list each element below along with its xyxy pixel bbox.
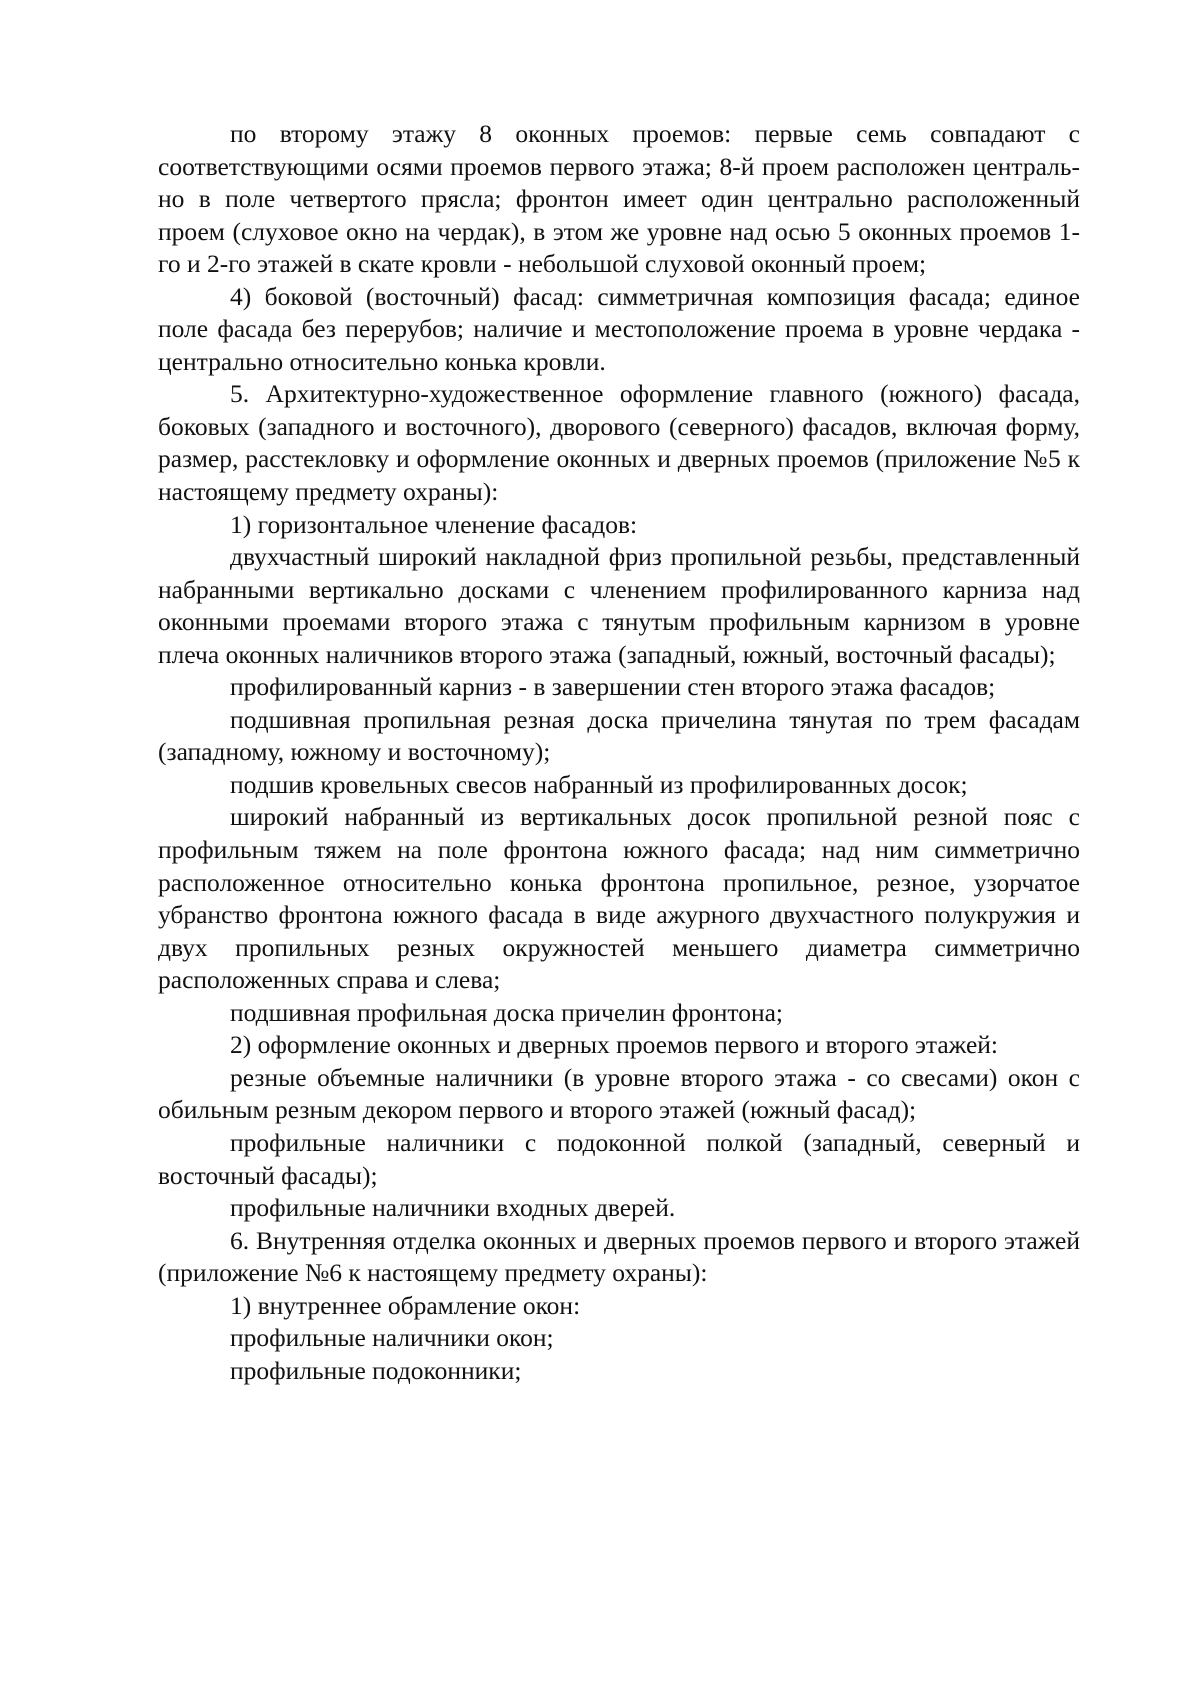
paragraph-section-6: 6. Внутренняя отделка оконных и дверных проемов первого и второго этажей (приложение №6 к настоящему предмету охраны): — [158, 1225, 1080, 1288]
paragraph-section-5: 5. Архитектурно-художественное оформление главного (южного) фасада, боковых (западного и восточного), дворового (северного) фасадов, включая форму, размер, расстекловку и оформление оконных и дверных проемов (приложение №5 к настоящему предмету охраны): — [158, 379, 1080, 507]
paragraph-east-facade: 4) боковой (восточный) фасад: симметричная композиция фасада; единое поле фасада без перерубов; наличие и местоположение проема в уровне чердака - центрально относительно конька кровли. — [158, 281, 1080, 376]
paragraph-profile-casings: профильные наличники с подоконной полкой (западный, северный и восточный фасады); — [158, 1127, 1080, 1190]
paragraph-eaves-soffit: подшив кровельных свесов набранный из профилированных досок; — [230, 769, 968, 799]
paragraph-cornice: профилированный карниз - в завершении стен второго этажа фасадов; — [230, 672, 996, 702]
document-body — [158, 118, 1080, 1387]
paragraph-horizontal-division: 1) горизонтальное членение фасадов: — [230, 509, 638, 539]
paragraph-openings-design: 2) оформление оконных и дверных проемов первого и второго этажей: — [230, 1030, 999, 1060]
paragraph-pediment-belt: широкий набранный из вертикальных досок пропильной резной пояс с профильным тяжем на поле фронтона южного фасада; над ним симметрично расположенное относительно конька фронтона пропильное, резное, узорчатое убранство фронтона южного фасада в виде ажурного двухчастного полукружия и двух пропильных резных окружностей меньшего диаметра симметрично расположенных справа и слева; — [158, 802, 1080, 995]
paragraph-frieze: двухчастный широкий накладной фриз пропильной резьбы, представленный набранными вертикально досками с членением профилированного карниза над оконными проемами второго этажа с тянутым профильным карнизом в уровне плеча оконных наличников второго этажа (западный, южный, восточный фасады); — [158, 542, 1080, 669]
paragraph-pediment-board: подшивная профильная доска причелин фронтона; — [230, 997, 783, 1027]
paragraph-window-framing: 1) внутреннее обрамление окон: — [230, 1290, 581, 1320]
paragraph-door-casings: профильные наличники входных дверей. — [230, 1193, 676, 1223]
paragraph-second-floor-openings: по второму этажу 8 оконных проемов: первые семь совпадают с соответствующими осями проемов первого этажа; 8-й проем расположен центрально в поле четвертого прясла; фронтон имеет один центрально расположенный проем (слуховое окно на чердак), в этом же уровне над осью 5 оконных проемов 1-го и 2-го этажей в скате кровли - небольшой слуховой оконный проем; — [158, 119, 1080, 279]
paragraph-carved-casings: резные объемные наличники (в уровне второго этажа - со свесами) окон с обильным резным декором первого и второго этажей (южный фасад); — [158, 1062, 1080, 1125]
paragraph-barge-board: подшивная пропильная резная доска причелина тянутая по трем фасадам (западному, южному и восточному); — [158, 704, 1080, 767]
paragraph-window-casings: профильные наличники окон; — [230, 1323, 554, 1353]
paragraph-window-sills: профильные подоконники; — [230, 1355, 522, 1385]
